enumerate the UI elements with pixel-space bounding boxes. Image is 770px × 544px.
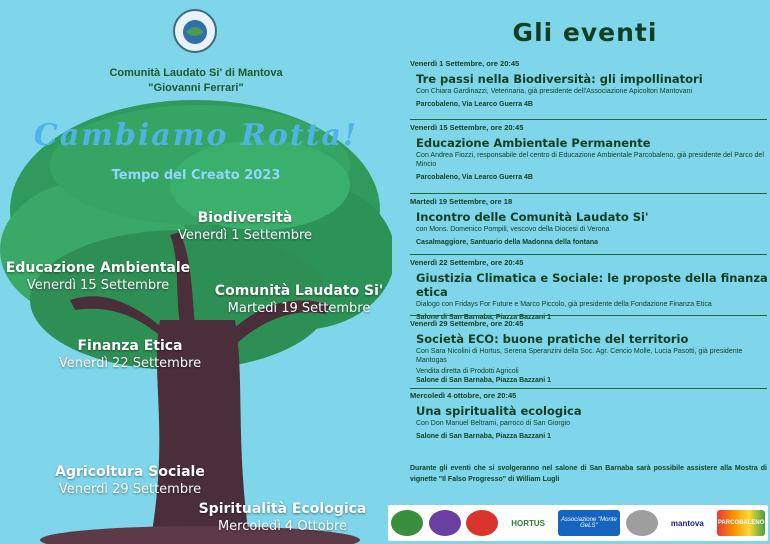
event-description: Con Andrea Fiozzi, responsabile del centro di Educazione Ambientale Parcobaleno, già presidente del Parco del Mincio <box>416 152 764 168</box>
event-note: Vendita diretta di Prodotti Agricoli <box>416 367 519 375</box>
community-logo <box>172 8 218 54</box>
tree-event-4 <box>45 338 215 371</box>
sponsor-logo-icon <box>429 510 461 536</box>
event-datetime: Mercoledì 4 ottobre, ore 20:45 <box>410 391 517 400</box>
tree-event-date: Martedì 19 Settembre <box>227 301 371 316</box>
sponsor-logos <box>388 505 768 541</box>
tree-event-date: Venerdì 22 Settembre <box>58 356 202 371</box>
org-dedication: "Giovanni Ferrari" <box>148 82 244 94</box>
event-title: Una spiritualità ecologica <box>416 404 582 418</box>
event-datetime: Venerdì 22 Settembre, ore 20:45 <box>410 258 524 267</box>
divider <box>410 388 767 389</box>
event-description: Con Sara Nicolini di Hortus, Serena Speranzini della Soc. Agr. Cencio Molle, Lucia Pasotti, già presidente Mantogas <box>416 348 743 364</box>
tree-event-5 <box>45 464 215 497</box>
event-title: Giustizia Climatica e Sociale: le proposte della finanza etica <box>416 271 768 299</box>
divider <box>410 254 767 255</box>
tree-event-name: Spiritualità Ecologica <box>198 501 367 517</box>
tree-event-3 <box>208 283 390 316</box>
divider <box>410 193 767 194</box>
schedule-heading: Gli eventi <box>512 18 658 47</box>
tree-event-2 <box>0 260 196 293</box>
event-location: Salone di San Barnaba, Piazza Bazzani 1 <box>416 432 551 440</box>
schedule-event-6 <box>410 391 770 440</box>
event-location: Parcobaleno, Via Learco Guerra 4B <box>416 173 533 181</box>
event-description: Dialogo con Fridays For Future e Marco Piccolo, già presidente della Fondazione Finanza Etica <box>416 301 712 308</box>
event-datetime: Venerdì 1 Settembre, ore 20:45 <box>410 59 520 68</box>
event-title: Società ECO: buone pratiche del territorio <box>416 332 689 346</box>
tree-event-1 <box>160 210 330 243</box>
schedule-event-5 <box>410 319 770 384</box>
sponsor-parcobaleno: PARCOBALENO <box>717 510 765 536</box>
schedule-event-1 <box>410 59 770 108</box>
event-datetime: Martedì 19 Settembre, ore 18 <box>410 197 513 206</box>
tree-event-name: Finanza Etica <box>77 338 183 354</box>
tree-event-date: Venerdì 15 Settembre <box>26 278 170 293</box>
event-datetime: Venerdì 15 Settembre, ore 20:45 <box>410 123 524 132</box>
event-title: Tre passi nella Biodiversità: gli impollinatori <box>416 72 703 86</box>
sponsor-logo-icon <box>391 510 423 536</box>
sponsor-mantova: mantova <box>663 510 711 536</box>
schedule-event-3 <box>410 197 770 246</box>
event-title: Educazione Ambientale Permanente <box>416 136 651 150</box>
event-location: Parcobaleno, Via Learco Guerra 4B <box>416 100 533 108</box>
org-name: Comunità Laudato Si' di Mantova <box>109 67 283 79</box>
event-location: Casalmaggiore, Santuario della Madonna della fontana <box>416 238 599 246</box>
event-location: Salone di San Barnaba, Piazza Bazzani 1 <box>416 377 551 385</box>
schedule-panel <box>400 0 770 544</box>
event-description: Con Don Manuel Beltrami, parroco di San Giorgio <box>416 420 571 427</box>
tree-event-date: Mercoledì 4 Ottobre <box>217 519 348 534</box>
sponsor-logo-icon <box>466 510 498 536</box>
event-location: Salone di San Barnaba, Piazza Bazzani 1 <box>416 313 551 321</box>
divider <box>410 119 767 120</box>
event-title: Incontro delle Comunità Laudato Si' <box>416 210 649 224</box>
tree-event-name: Comunità Laudato Si' <box>214 283 384 299</box>
tree-event-date: Venerdì 1 Settembre <box>177 228 313 243</box>
poster-subtitle: Tempo del Creato 2023 <box>111 168 281 183</box>
schedule-event-2 <box>410 123 770 181</box>
tree-event-name: Agricoltura Sociale <box>55 464 205 480</box>
tree-event-name: Biodiversità <box>197 210 293 226</box>
sponsor-monte-gels: Associazione "Monte GeLS" <box>558 510 620 536</box>
exhibition-note: Durante gli eventi che si svolgeranno nel salone di San Barnaba sarà possibile assistere alla Mostra di vignette "Il Falso Progresso" di William Lugli <box>410 465 767 483</box>
event-description: con Mons. Domenico Pompili, vescovo della Diocesi di Verona <box>416 226 610 233</box>
poster-title: Cambiamo Rotta! <box>33 118 359 153</box>
event-description: Con Chiara Gardinazzi, Veterinaria, già presidente dell'Associazione Apicoltori Mantovani <box>416 88 693 95</box>
tree-event-date: Venerdì 29 Settembre <box>58 482 202 497</box>
tree-event-6 <box>190 501 375 534</box>
sponsor-logo-icon <box>626 510 658 536</box>
schedule-event-4 <box>410 258 770 321</box>
sponsor-hortus: HORTUS <box>504 510 552 536</box>
tree-event-name: Educazione Ambientale <box>5 260 191 276</box>
divider <box>410 315 767 316</box>
event-datetime: Venerdì 29 Settembre, ore 20:45 <box>410 319 524 328</box>
